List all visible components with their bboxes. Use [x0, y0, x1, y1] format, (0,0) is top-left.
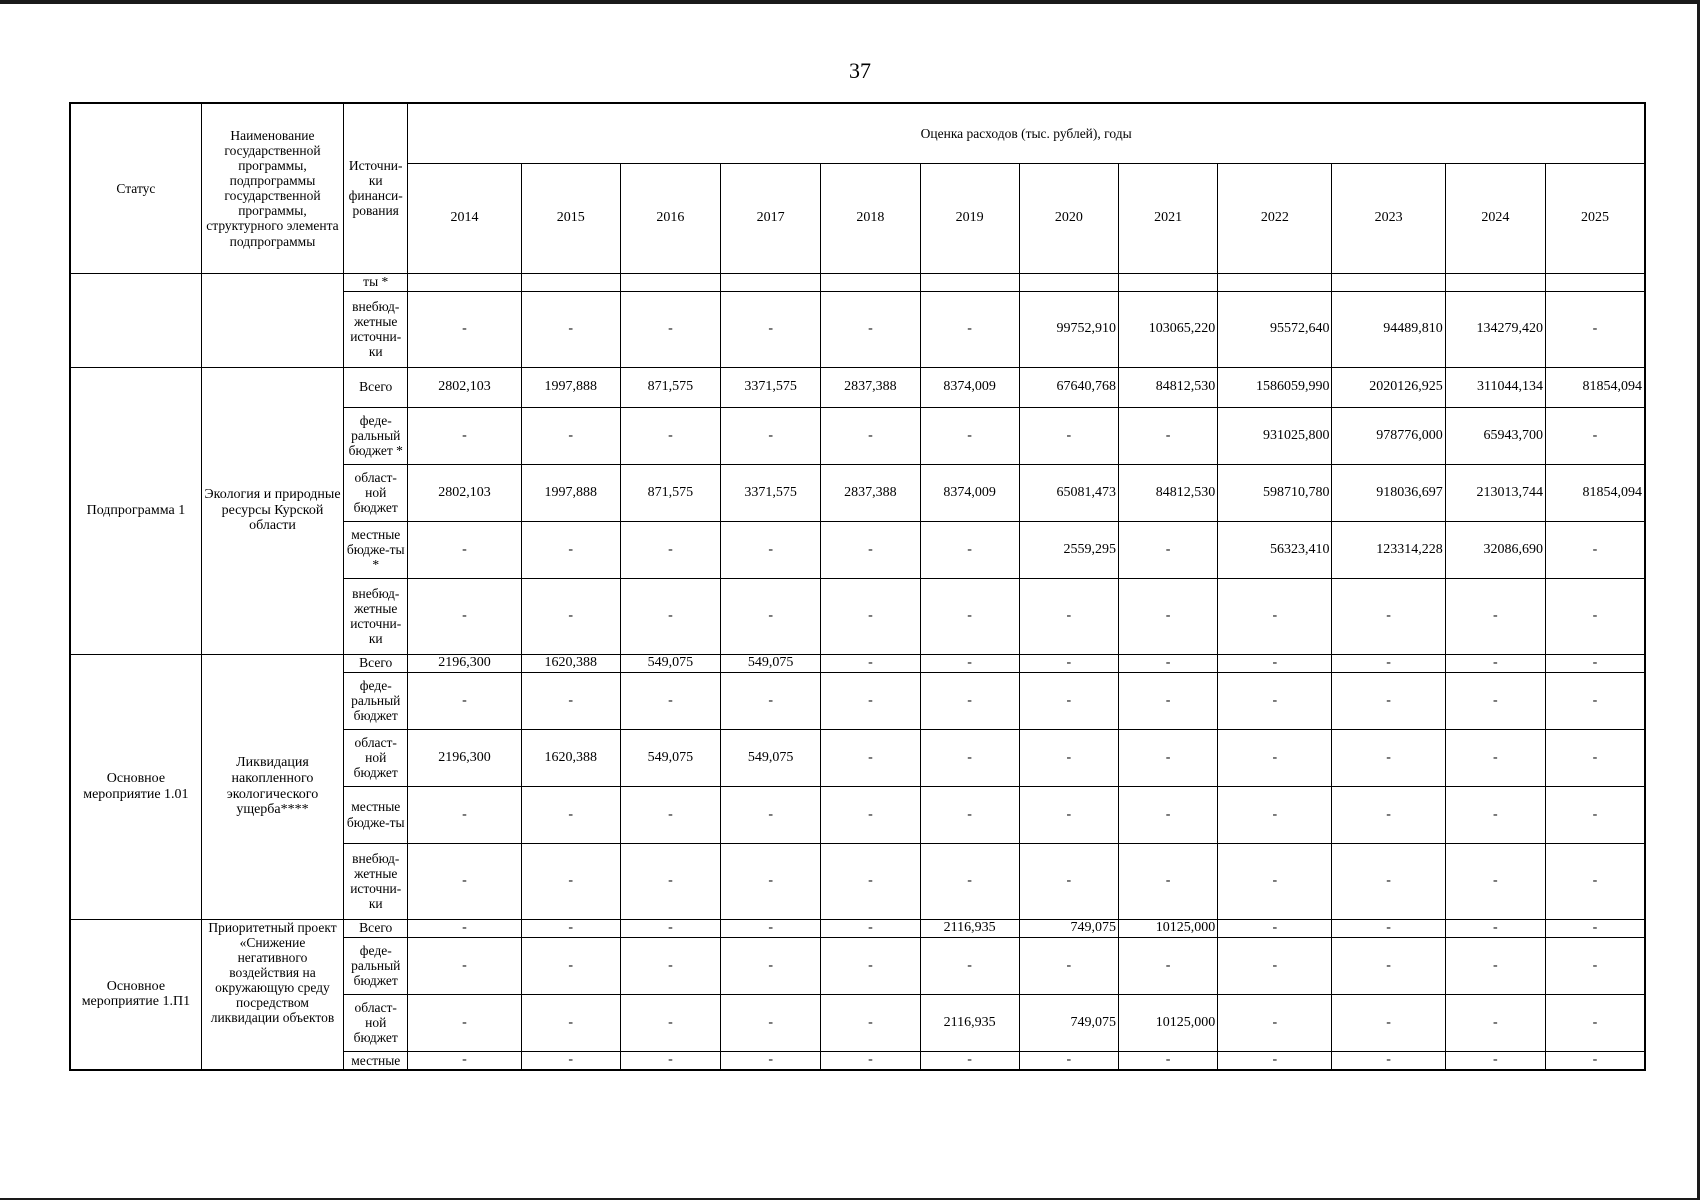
value-cell: 8374,009	[920, 464, 1019, 521]
value-cell: -	[1019, 843, 1118, 919]
header-year: 2022	[1218, 163, 1332, 273]
header-year: 2021	[1118, 163, 1217, 273]
value-cell: -	[1218, 919, 1332, 937]
value-cell: -	[1445, 919, 1545, 937]
value-cell: -	[620, 994, 720, 1051]
value-cell: 749,075	[1019, 919, 1118, 937]
value-cell	[1218, 273, 1332, 291]
value-cell: -	[1332, 654, 1445, 672]
value-cell: 95572,640	[1218, 291, 1332, 367]
value-cell	[1118, 273, 1217, 291]
table-body	[70, 273, 1645, 1070]
value-cell: -	[1332, 994, 1445, 1051]
value-cell: -	[408, 843, 521, 919]
value-cell: 549,075	[721, 654, 821, 672]
value-cell: 8374,009	[920, 367, 1019, 407]
value-cell: 134279,420	[1445, 291, 1545, 367]
value-cell: -	[1332, 786, 1445, 843]
scan-edge-top	[0, 0, 1700, 4]
value-cell: 2559,295	[1019, 521, 1118, 578]
value-cell: -	[408, 919, 521, 937]
header-year: 2025	[1545, 163, 1645, 273]
funding-source-cell: внебюд-жетные источни-ки	[344, 291, 408, 367]
value-cell: -	[1118, 654, 1217, 672]
funding-source-cell: местные бюдже-ты *	[344, 521, 408, 578]
value-cell: -	[1545, 994, 1645, 1051]
value-cell	[1545, 273, 1645, 291]
header-estimate: Оценка расходов (тыс. рублей), годы	[408, 103, 1645, 163]
value-cell: -	[821, 994, 920, 1051]
status-cell: Основное мероприятие 1.П1	[70, 919, 201, 1070]
value-cell: -	[1545, 407, 1645, 464]
value-cell: -	[521, 937, 620, 994]
value-cell: 2116,935	[920, 919, 1019, 937]
value-cell: -	[1118, 729, 1217, 786]
value-cell: -	[620, 521, 720, 578]
header-year: 2017	[721, 163, 821, 273]
value-cell: 311044,134	[1445, 367, 1545, 407]
program-name-cell: Ликвидация накопленного экологического ущерба****	[201, 654, 343, 919]
value-cell: -	[1332, 672, 1445, 729]
value-cell: 2196,300	[408, 729, 521, 786]
value-cell: -	[1218, 1051, 1332, 1070]
value-cell: -	[620, 937, 720, 994]
value-cell: -	[821, 937, 920, 994]
header-name: Наименование государственной программы, подпрограммы государственной программы, структурного элемента подпрограммы	[201, 103, 343, 273]
value-cell: -	[920, 1051, 1019, 1070]
value-cell: 99752,910	[1019, 291, 1118, 367]
value-cell: 103065,220	[1118, 291, 1217, 367]
value-cell: -	[408, 937, 521, 994]
value-cell: 32086,690	[1445, 521, 1545, 578]
value-cell: -	[521, 843, 620, 919]
value-cell: -	[721, 672, 821, 729]
value-cell: 56323,410	[1218, 521, 1332, 578]
value-cell: -	[721, 994, 821, 1051]
value-cell: -	[1019, 1051, 1118, 1070]
value-cell: 67640,768	[1019, 367, 1118, 407]
value-cell: -	[1218, 729, 1332, 786]
value-cell: -	[920, 672, 1019, 729]
value-cell: -	[1332, 843, 1445, 919]
value-cell: -	[1218, 937, 1332, 994]
value-cell: -	[821, 521, 920, 578]
value-cell: -	[920, 407, 1019, 464]
value-cell: 549,075	[721, 729, 821, 786]
program-name-cell	[201, 273, 343, 367]
header-year: 2014	[408, 163, 521, 273]
value-cell	[1019, 273, 1118, 291]
value-cell: -	[1019, 729, 1118, 786]
header-year: 2016	[620, 163, 720, 273]
value-cell: -	[1118, 843, 1217, 919]
value-cell	[408, 273, 521, 291]
value-cell: -	[920, 786, 1019, 843]
value-cell: -	[620, 578, 720, 654]
value-cell: -	[1445, 1051, 1545, 1070]
value-cell: -	[1445, 654, 1545, 672]
value-cell: -	[620, 407, 720, 464]
value-cell: 81854,094	[1545, 464, 1645, 521]
value-cell: -	[821, 786, 920, 843]
value-cell: -	[721, 786, 821, 843]
value-cell	[1445, 273, 1545, 291]
program-name-cell: Экология и природные ресурсы Курской области	[201, 367, 343, 654]
value-cell: -	[1545, 521, 1645, 578]
value-cell: -	[521, 521, 620, 578]
value-cell: 10125,000	[1118, 994, 1217, 1051]
program-name-cell: Приоритетный проект «Снижение негативного воздействия на окружающую среду посредством ликвидации объектов	[201, 919, 343, 1070]
value-cell	[620, 273, 720, 291]
value-cell: -	[1545, 729, 1645, 786]
funding-source-cell: феде-ральный бюджет	[344, 672, 408, 729]
value-cell: -	[721, 1051, 821, 1070]
value-cell: 213013,744	[1445, 464, 1545, 521]
value-cell: -	[1118, 1051, 1217, 1070]
value-cell: -	[1332, 729, 1445, 786]
value-cell: -	[821, 729, 920, 786]
value-cell: 65081,473	[1019, 464, 1118, 521]
value-cell: 1620,388	[521, 654, 620, 672]
value-cell: -	[1445, 672, 1545, 729]
value-cell: 1586059,990	[1218, 367, 1332, 407]
value-cell: -	[1545, 672, 1645, 729]
value-cell: -	[620, 291, 720, 367]
value-cell: -	[821, 578, 920, 654]
value-cell: -	[1445, 786, 1545, 843]
value-cell: 2802,103	[408, 464, 521, 521]
value-cell: -	[1118, 937, 1217, 994]
value-cell: -	[1118, 521, 1217, 578]
funding-source-cell: Всего	[344, 654, 408, 672]
value-cell: 549,075	[620, 654, 720, 672]
value-cell: -	[1019, 672, 1118, 729]
value-cell: -	[408, 994, 521, 1051]
value-cell: -	[821, 1051, 920, 1070]
value-cell: -	[1019, 786, 1118, 843]
value-cell: -	[1019, 578, 1118, 654]
value-cell: -	[1218, 786, 1332, 843]
header-year: 2015	[521, 163, 620, 273]
value-cell: -	[821, 407, 920, 464]
value-cell: -	[1445, 994, 1545, 1051]
value-cell: -	[521, 672, 620, 729]
value-cell: -	[821, 291, 920, 367]
funding-source-cell: феде-ральный бюджет	[344, 937, 408, 994]
value-cell	[1332, 273, 1445, 291]
value-cell: -	[1445, 729, 1545, 786]
value-cell: 2837,388	[821, 367, 920, 407]
value-cell: -	[821, 654, 920, 672]
value-cell	[920, 273, 1019, 291]
value-cell: -	[620, 786, 720, 843]
value-cell: -	[1118, 786, 1217, 843]
value-cell: 94489,810	[1332, 291, 1445, 367]
table-row	[70, 654, 1645, 672]
status-cell	[70, 273, 201, 367]
funding-source-cell: област-ной бюджет	[344, 729, 408, 786]
value-cell: 598710,780	[1218, 464, 1332, 521]
funding-source-cell: Всего	[344, 919, 408, 937]
value-cell: -	[721, 919, 821, 937]
value-cell: 10125,000	[1118, 919, 1217, 937]
value-cell: 84812,530	[1118, 367, 1217, 407]
table-row	[70, 273, 1645, 291]
value-cell: 3371,575	[721, 464, 821, 521]
value-cell: 2020126,925	[1332, 367, 1445, 407]
value-cell: -	[1218, 672, 1332, 729]
value-cell: 871,575	[620, 367, 720, 407]
value-cell: -	[1545, 578, 1645, 654]
funding-source-cell: местные бюдже-ты	[344, 786, 408, 843]
value-cell: 1997,888	[521, 367, 620, 407]
value-cell: 978776,000	[1332, 407, 1445, 464]
value-cell: -	[1218, 578, 1332, 654]
value-cell: -	[620, 843, 720, 919]
value-cell: -	[1218, 843, 1332, 919]
funding-source-cell: феде-ральный бюджет *	[344, 407, 408, 464]
value-cell: -	[1545, 786, 1645, 843]
page-number: 37	[849, 58, 871, 83]
value-cell: -	[408, 1051, 521, 1070]
value-cell: -	[1545, 291, 1645, 367]
value-cell: 81854,094	[1545, 367, 1645, 407]
value-cell	[721, 273, 821, 291]
header-year: 2018	[821, 163, 920, 273]
value-cell: -	[1118, 578, 1217, 654]
header-year: 2020	[1019, 163, 1118, 273]
value-cell: -	[821, 919, 920, 937]
value-cell: -	[920, 937, 1019, 994]
value-cell: -	[920, 521, 1019, 578]
value-cell: -	[821, 843, 920, 919]
value-cell: -	[408, 578, 521, 654]
value-cell: -	[920, 654, 1019, 672]
value-cell: 84812,530	[1118, 464, 1217, 521]
funding-source-cell: местные	[344, 1051, 408, 1070]
value-cell: -	[521, 578, 620, 654]
header-status: Статус	[70, 103, 201, 273]
value-cell: -	[1332, 937, 1445, 994]
value-cell: -	[1019, 654, 1118, 672]
value-cell: -	[620, 1051, 720, 1070]
funding-source-cell: внебюд-жетные источни-ки	[344, 843, 408, 919]
value-cell: -	[1218, 654, 1332, 672]
value-cell: 1997,888	[521, 464, 620, 521]
value-cell: -	[408, 786, 521, 843]
funding-source-cell: област-ной бюджет	[344, 994, 408, 1051]
table-row	[70, 367, 1645, 407]
budget-table	[69, 102, 1646, 1071]
value-cell: 123314,228	[1332, 521, 1445, 578]
value-cell: -	[920, 843, 1019, 919]
value-cell: -	[1545, 1051, 1645, 1070]
value-cell: 918036,697	[1332, 464, 1445, 521]
value-cell: -	[408, 521, 521, 578]
value-cell: -	[408, 407, 521, 464]
status-cell: Подпрограмма 1	[70, 367, 201, 654]
funding-source-cell: област-ной бюджет	[344, 464, 408, 521]
value-cell	[821, 273, 920, 291]
value-cell: -	[1545, 937, 1645, 994]
value-cell: -	[721, 578, 821, 654]
value-cell: -	[1445, 937, 1545, 994]
funding-source-cell: Всего	[344, 367, 408, 407]
value-cell: -	[721, 407, 821, 464]
value-cell: 549,075	[620, 729, 720, 786]
value-cell: 931025,800	[1218, 407, 1332, 464]
value-cell: -	[821, 672, 920, 729]
value-cell: -	[620, 919, 720, 937]
value-cell: -	[1445, 843, 1545, 919]
value-cell: -	[920, 291, 1019, 367]
value-cell: -	[521, 786, 620, 843]
value-cell: -	[408, 672, 521, 729]
funding-source-cell: ты *	[344, 273, 408, 291]
value-cell: -	[1118, 672, 1217, 729]
value-cell: -	[521, 407, 620, 464]
funding-source-cell: внебюд-жетные источни-ки	[344, 578, 408, 654]
header-year: 2024	[1445, 163, 1545, 273]
value-cell: -	[721, 521, 821, 578]
value-cell: -	[408, 291, 521, 367]
value-cell: -	[1332, 1051, 1445, 1070]
value-cell: 3371,575	[721, 367, 821, 407]
value-cell: -	[1019, 407, 1118, 464]
value-cell: -	[1545, 919, 1645, 937]
value-cell: -	[1332, 919, 1445, 937]
value-cell: -	[1118, 407, 1217, 464]
value-cell: 2116,935	[920, 994, 1019, 1051]
value-cell: -	[521, 291, 620, 367]
value-cell: 2837,388	[821, 464, 920, 521]
value-cell: 749,075	[1019, 994, 1118, 1051]
value-cell: -	[521, 1051, 620, 1070]
header-source: Источни-ки финанси-рования	[344, 103, 408, 273]
value-cell: -	[620, 672, 720, 729]
value-cell: -	[721, 937, 821, 994]
status-cell: Основное мероприятие 1.01	[70, 654, 201, 919]
header-year: 2023	[1332, 163, 1445, 273]
value-cell: -	[1332, 578, 1445, 654]
table-row	[70, 919, 1645, 937]
value-cell: 1620,388	[521, 729, 620, 786]
value-cell: 2196,300	[408, 654, 521, 672]
value-cell	[521, 273, 620, 291]
value-cell: 871,575	[620, 464, 720, 521]
value-cell: -	[521, 994, 620, 1051]
value-cell: -	[1545, 654, 1645, 672]
value-cell: -	[1545, 843, 1645, 919]
header-year: 2019	[920, 163, 1019, 273]
value-cell: -	[521, 919, 620, 937]
value-cell: -	[1445, 578, 1545, 654]
value-cell: -	[1019, 937, 1118, 994]
value-cell: -	[920, 578, 1019, 654]
value-cell: -	[721, 843, 821, 919]
value-cell: -	[1218, 994, 1332, 1051]
value-cell: -	[721, 291, 821, 367]
value-cell: 2802,103	[408, 367, 521, 407]
value-cell: -	[920, 729, 1019, 786]
value-cell: 65943,700	[1445, 407, 1545, 464]
